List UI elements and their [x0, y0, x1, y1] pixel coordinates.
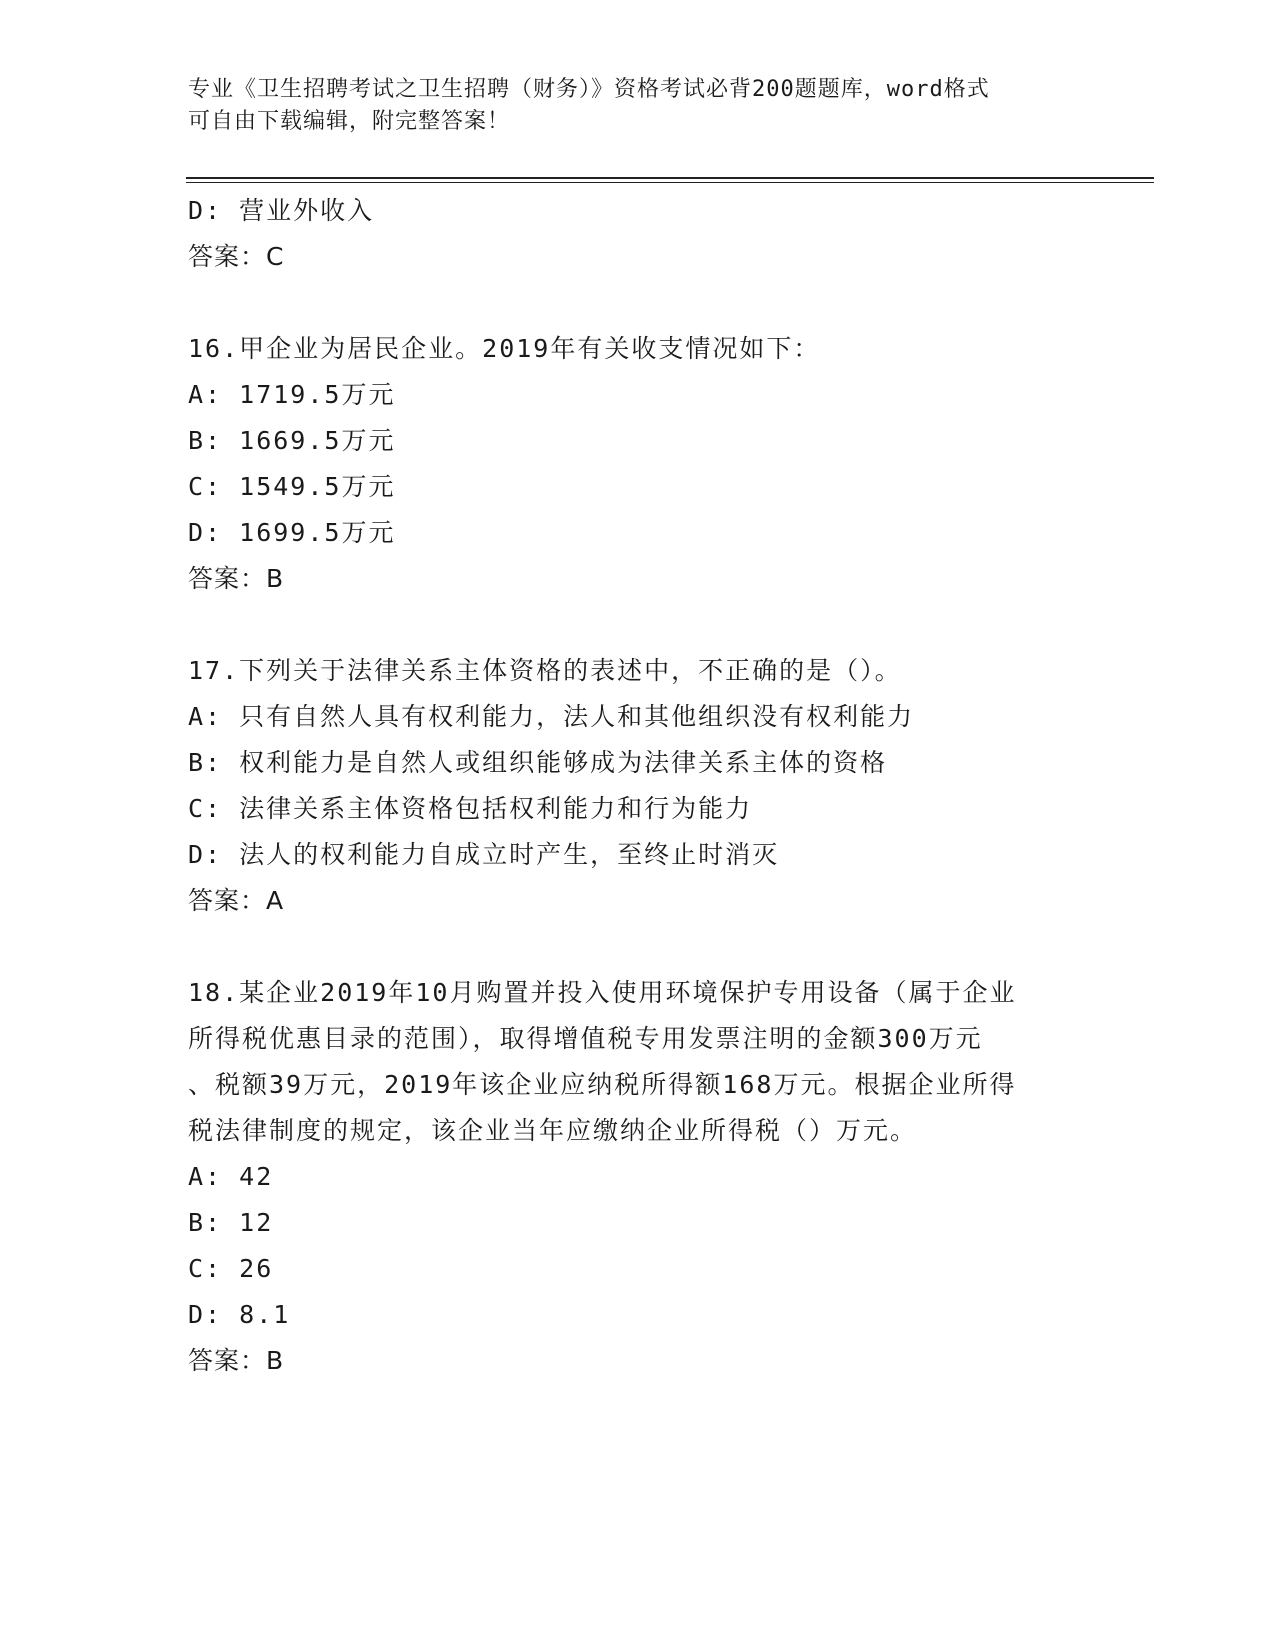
question-18 [188, 970, 1088, 1384]
header-line-1: 专业《卫生招聘考试之卫生招聘（财务）》资格考试必背200题题库，word格式 [188, 77, 990, 102]
header-divider-thick [186, 177, 1154, 179]
answer: 答案：B [188, 564, 285, 593]
header-divider-thin [186, 182, 1154, 183]
option-d: D: 8.1 [188, 1300, 291, 1329]
option-b: B: 1669.5万元 [188, 426, 396, 455]
option-c: C: 26 [188, 1254, 274, 1283]
answer: 答案：A [188, 886, 285, 915]
prev-option-d: D: 营业外收入 [188, 196, 375, 225]
spacer [188, 280, 1088, 326]
answer: 答案：B [188, 1346, 285, 1375]
option-b: B: 12 [188, 1208, 274, 1237]
header-line-2: 可自由下载编辑，附完整答案！ [188, 109, 511, 134]
spacer [188, 924, 1088, 970]
question-stem-line-2: 所得税优惠目录的范围），取得增值税专用发票注明的金额300万元 [188, 1024, 983, 1053]
spacer [188, 602, 1088, 648]
question-stem: 17.下列关于法律关系主体资格的表述中，不正确的是（）。 [188, 656, 902, 685]
question-16 [188, 326, 1088, 602]
question-17 [188, 648, 1088, 924]
question-stem: 16.甲企业为居民企业。2019年有关收支情况如下： [188, 334, 821, 363]
option-c: C: 法律关系主体资格包括权利能力和行为能力 [188, 794, 753, 823]
option-a: A: 只有自然人具有权利能力，法人和其他组织没有权利能力 [188, 702, 915, 731]
prev-answer: 答案：C [188, 242, 285, 271]
page-header [188, 74, 1068, 138]
question-stem-line-3: 、税额39万元，2019年该企业应纳税所得额168万元。根据企业所得 [188, 1070, 1017, 1099]
option-d: D: 法人的权利能力自成立时产生，至终止时消灭 [188, 840, 780, 869]
option-d: D: 1699.5万元 [188, 518, 396, 547]
option-c: C: 1549.5万元 [188, 472, 396, 501]
question-content [188, 188, 1088, 1384]
question-stem-line-1: 18.某企业2019年10月购置并投入使用环境保护专用设备（属于企业 [188, 978, 1017, 1007]
option-a: A: 1719.5万元 [188, 380, 396, 409]
option-a: A: 42 [188, 1162, 274, 1191]
question-stem-line-4: 税法律制度的规定，该企业当年应缴纳企业所得税（）万元。 [188, 1116, 918, 1145]
option-b: B: 权利能力是自然人或组织能够成为法律关系主体的资格 [188, 748, 888, 777]
